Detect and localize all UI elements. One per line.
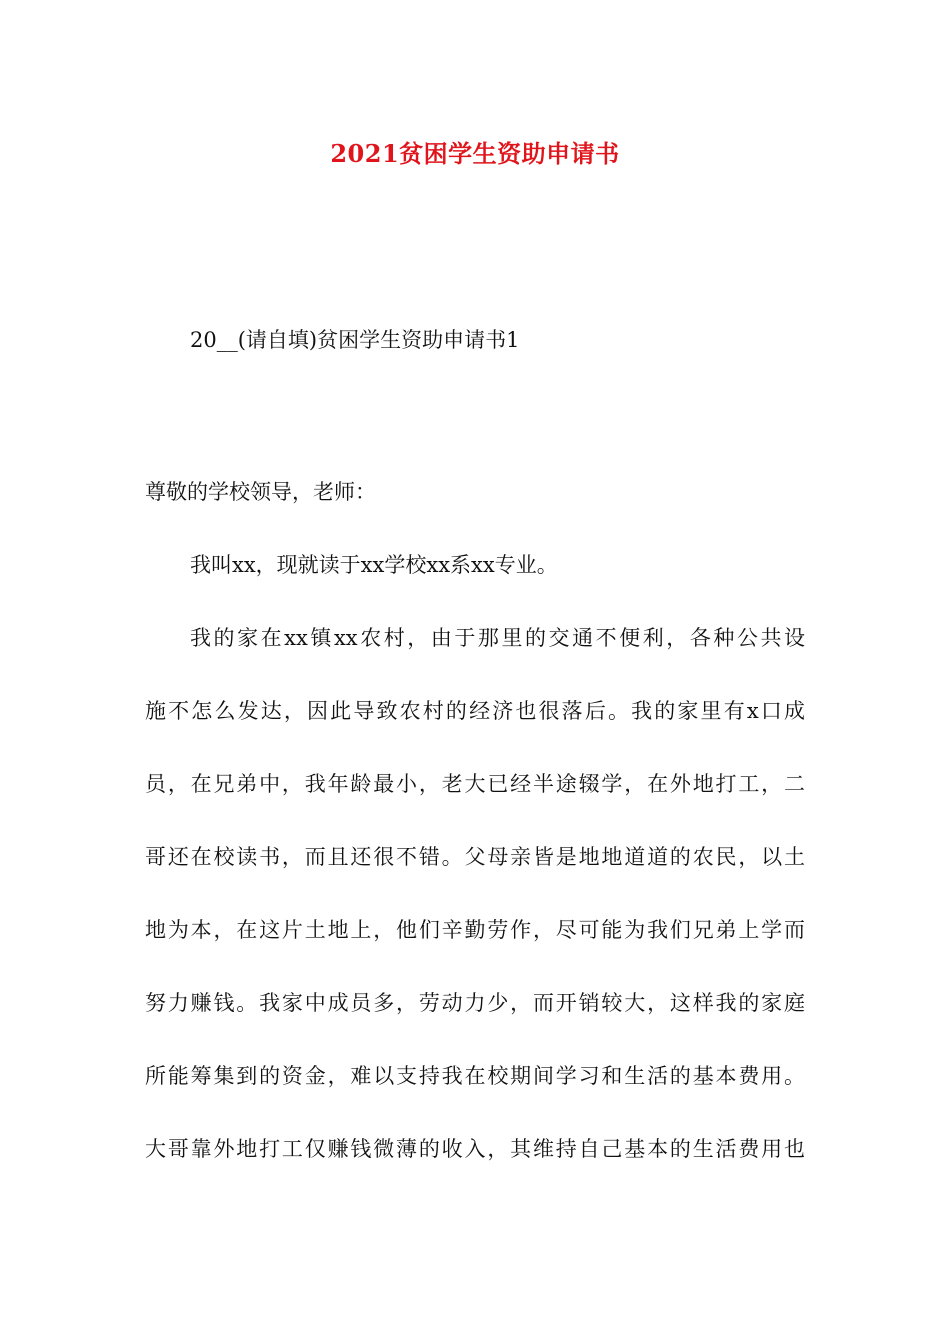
document-subtitle: 20__(请自填)贫困学生资助申请书1 <box>190 328 520 352</box>
body-line: 员，在兄弟中，我年龄最小，老大已经半途辍学，在外地打工，二 <box>145 772 805 796</box>
body-line: 地为本，在这片土地上，他们辛勤劳作，尽可能为我们兄弟上学而 <box>145 918 805 942</box>
intro-paragraph: 我叫xx，现就读于xx学校xx系xx专业。 <box>190 553 558 577</box>
body-line: 哥还在校读书，而且还很不错。父母亲皆是地地道道的农民，以土 <box>145 845 805 869</box>
salutation: 尊敬的学校领导，老师： <box>145 480 376 504</box>
body-line: 大哥靠外地打工仅赚钱微薄的收入，其维持自己基本的生活费用也 <box>145 1137 805 1161</box>
body-line: 所能筹集到的资金，难以支持我在校期间学习和生活的基本费用。 <box>145 1064 805 1088</box>
body-line: 努力赚钱。我家中成员多，劳动力少，而开销较大，这样我的家庭 <box>145 991 805 1015</box>
body-paragraph <box>145 622 815 1206</box>
body-line: 我的家在xx镇xx农村，由于那里的交通不便利，各种公共设 <box>190 626 805 650</box>
body-line: 施不怎么发达，因此导致农村的经济也很落后。我的家里有x口成 <box>145 699 805 723</box>
document-title: 2021贫困学生资助申请书 <box>330 139 620 168</box>
